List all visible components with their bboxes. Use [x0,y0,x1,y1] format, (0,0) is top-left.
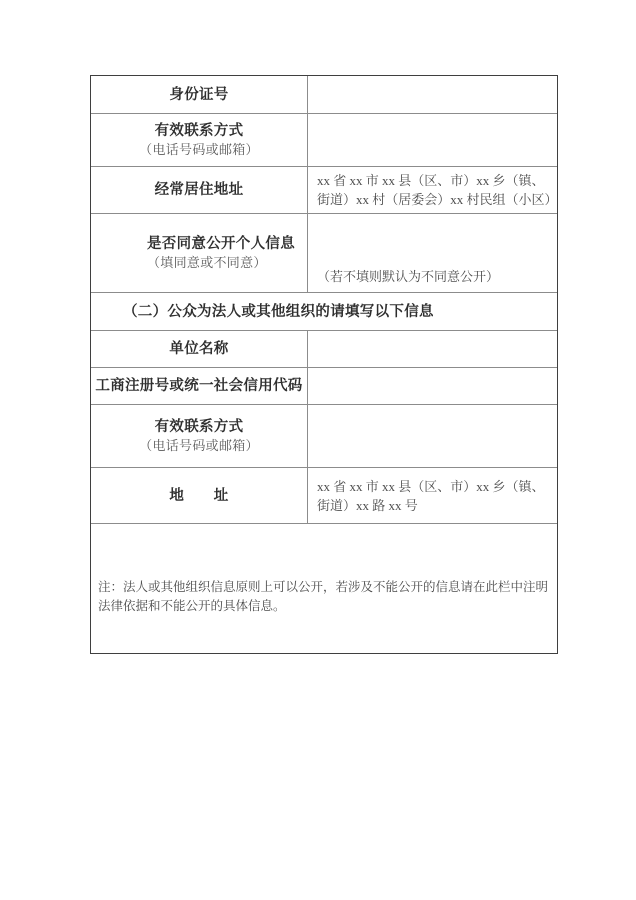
table-row-org-name [91,331,557,368]
personal-contact-label-cell [91,114,308,166]
org-name-value-cell [308,331,557,367]
table-row-id-number [91,76,557,114]
org-address-label: 地 址 [169,487,229,504]
org-contact-label-cell [91,405,308,467]
credit-code-label-cell [91,368,308,404]
residence-address-value-cell [308,167,557,213]
personal-contact-sublabel: （电话号码或邮箱） [139,142,259,157]
table-row-residence-address [91,167,557,214]
personal-contact-label: 有效联系方式 [154,123,244,139]
table-row-org-address [91,468,557,524]
org-address-label-cell [91,468,308,523]
org-address-value-cell [308,468,557,523]
consent-default-hint: （若不填则默认为不同意公开） [317,269,500,284]
personal-contact-value-cell [308,114,557,166]
org-contact-sublabel: （电话号码或邮箱） [139,438,259,453]
credit-code-value-cell [308,368,557,404]
consent-value-cell [308,214,557,292]
table-row-credit-code [91,368,557,405]
id-number-value-cell [308,76,557,113]
table-row-org-section-header [91,293,557,331]
public-comment-form-table [90,75,558,654]
consent-label-cell [91,214,308,292]
org-section-header: （二）公众为法人或其他组织的请填写以下信息 [123,303,434,320]
table-row-note [91,524,557,653]
table-row-consent [91,214,557,293]
id-number-label-cell [91,76,308,113]
org-name-label: 单位名称 [169,341,229,357]
residence-address-label: 经常居住地址 [154,182,244,198]
table-row-org-contact [91,405,557,468]
table-row-personal-contact [91,114,557,167]
residence-address-value: xx 省 xx 市 xx 县（区、市）xx 乡（镇、街道）xx 村（居委会）xx 村民组（小区） [317,173,558,207]
id-number-label: 身份证号 [169,86,229,103]
org-contact-value-cell [308,405,557,467]
credit-code-label: 工商注册号或统一社会信用代码 [95,378,303,394]
org-contact-label: 有效联系方式 [154,419,244,435]
residence-address-label-cell [91,167,308,213]
consent-label: 是否同意公开个人信息 [147,236,295,252]
consent-sublabel: （填同意或不同意） [147,255,267,270]
org-name-label-cell [91,331,308,367]
org-address-value: xx 省 xx 市 xx 县（区、市）xx 乡（镇、街道）xx 路 xx 号 [317,478,545,513]
org-info-disclosure-note: 注：法人或其他组织信息原则上可以公开，若涉及不能公开的信息请在此栏中注明法律依据和不能公开的具体信息。 [98,579,549,613]
